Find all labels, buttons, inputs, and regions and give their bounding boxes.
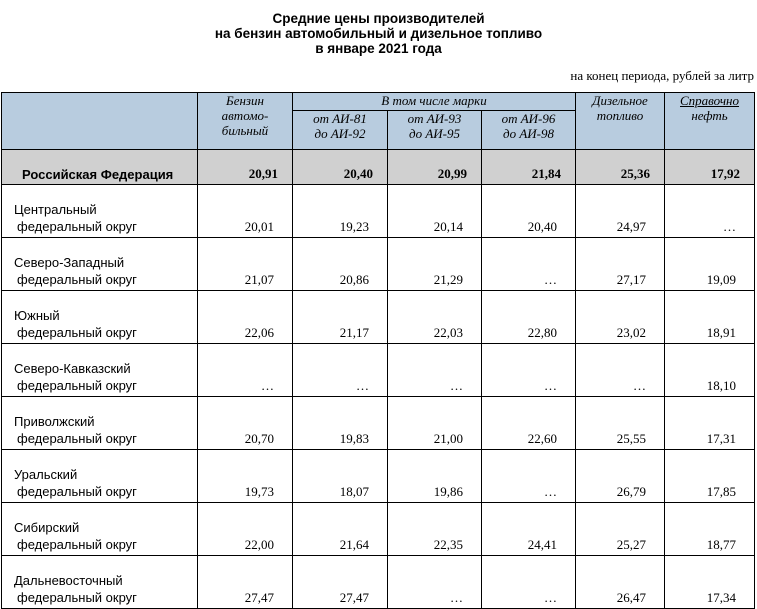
cell-oil: 19,09	[665, 238, 755, 291]
cell-ai81-92: 20,40	[293, 150, 388, 185]
diesel-header-line1: Дизельное	[592, 93, 648, 108]
cell-ai81-92: 19,23	[293, 185, 388, 238]
title-line-2: на бензин автомобильный и дизельное топливо	[214, 26, 543, 41]
prices-table	[1, 92, 755, 609]
grade-header-line1: от АИ-93	[407, 111, 462, 126]
cell-ai96-98: 20,40	[482, 185, 576, 238]
cell-diesel: 25,55	[576, 397, 665, 450]
grade-header-line2: до АИ-95	[409, 126, 460, 141]
region-name-line2: федеральный округ	[17, 431, 137, 446]
cell-ai93-95: 22,35	[388, 503, 482, 556]
region-name-line2: федеральный округ	[17, 378, 137, 393]
table-row	[2, 450, 755, 503]
cell-ai81-92: 19,83	[293, 397, 388, 450]
region-name-line2: федеральный округ	[17, 325, 137, 340]
cell-oil: …	[665, 185, 755, 238]
cell-diesel: 23,02	[576, 291, 665, 344]
region-name-line1: Центральный	[14, 202, 97, 217]
grade-header-line1: от АИ-81	[313, 111, 367, 126]
region-name	[2, 185, 198, 238]
oil-header-line2: нефть	[691, 108, 728, 123]
cell-diesel: 26,79	[576, 450, 665, 503]
cell-ai96-98: 24,41	[482, 503, 576, 556]
cell-ai96-98: …	[482, 238, 576, 291]
region-name-line2: федеральный округ	[17, 537, 137, 552]
region-name	[2, 238, 198, 291]
cell-oil: 17,31	[665, 397, 755, 450]
gasoline-header-line3: бильный	[221, 123, 269, 138]
title-line-3: в январе 2021 года	[315, 41, 442, 56]
table-row	[2, 185, 755, 238]
cell-diesel: 25,27	[576, 503, 665, 556]
cell-ai93-95: 20,99	[388, 150, 482, 185]
region-name-line1: Южный	[14, 308, 60, 323]
region-name-line2: федеральный округ	[17, 590, 137, 605]
title-line-1: Средние цены производителей	[272, 11, 485, 26]
grade-header-line2: до АИ-92	[314, 126, 366, 141]
oil-reference-header	[665, 93, 755, 150]
cell-gasoline: 20,01	[198, 185, 293, 238]
cell-oil: 17,34	[665, 556, 755, 609]
cell-diesel: 24,97	[576, 185, 665, 238]
region-name-line1: Дальневосточный	[14, 573, 123, 588]
cell-gasoline: 20,70	[198, 397, 293, 450]
cell-ai93-95: 20,14	[388, 185, 482, 238]
region-name-line2: федеральный округ	[17, 272, 137, 287]
cell-ai96-98: 21,84	[482, 150, 576, 185]
cell-ai96-98: …	[482, 344, 576, 397]
table-row	[2, 556, 755, 609]
gasoline-header-line1: Бензин	[226, 93, 264, 108]
cell-oil: 18,91	[665, 291, 755, 344]
cell-ai93-95: …	[388, 556, 482, 609]
cell-oil: 18,77	[665, 503, 755, 556]
cell-ai81-92: 18,07	[293, 450, 388, 503]
table-row	[2, 291, 755, 344]
table-row	[2, 344, 755, 397]
region-name	[2, 344, 198, 397]
cell-gasoline: 19,73	[198, 450, 293, 503]
diesel-header	[576, 93, 665, 150]
cell-ai93-95: 21,00	[388, 397, 482, 450]
cell-oil: 17,92	[665, 150, 755, 185]
region-name-line1: Приволжский	[14, 414, 95, 429]
cell-ai81-92: …	[293, 344, 388, 397]
table-row	[2, 238, 755, 291]
region-name-line2: федеральный округ	[17, 219, 137, 234]
grade-header-ai93-95	[388, 111, 482, 150]
cell-gasoline: 27,47	[198, 556, 293, 609]
cell-ai81-92: 27,47	[293, 556, 388, 609]
cell-ai96-98: …	[482, 450, 576, 503]
cell-diesel: 27,17	[576, 238, 665, 291]
gasoline-header	[198, 93, 293, 150]
region-name-line1: Северо-Кавказский	[14, 361, 131, 376]
cell-ai96-98: 22,80	[482, 291, 576, 344]
region-name	[2, 397, 198, 450]
cell-oil: 17,85	[665, 450, 755, 503]
region-header-cell	[2, 93, 198, 150]
region-name	[2, 450, 198, 503]
table-row	[2, 397, 755, 450]
cell-ai96-98: …	[482, 556, 576, 609]
cell-ai93-95: 19,86	[388, 450, 482, 503]
cell-ai81-92: 21,17	[293, 291, 388, 344]
grade-header-line1: от АИ-96	[501, 111, 556, 126]
grade-header-ai81-92	[293, 111, 388, 150]
region-name-line1: Северо-Западный	[14, 255, 125, 270]
oil-header-line1: Справочно	[680, 93, 739, 108]
cell-ai93-95: 21,29	[388, 238, 482, 291]
gasoline-header-line2: автомо-	[221, 108, 269, 123]
cell-gasoline: 20,91	[198, 150, 293, 185]
table-row	[2, 503, 755, 556]
cell-oil: 18,10	[665, 344, 755, 397]
federation-name: Российская Федерация	[2, 150, 198, 185]
cell-gasoline: 22,06	[198, 291, 293, 344]
grades-group-header: В том числе марки	[293, 93, 576, 111]
cell-diesel: 25,36	[576, 150, 665, 185]
cell-ai93-95: 22,03	[388, 291, 482, 344]
cell-gasoline: 21,07	[198, 238, 293, 291]
cell-ai93-95: …	[388, 344, 482, 397]
region-name-line1: Сибирский	[14, 520, 80, 535]
region-name-line1: Уральский	[14, 467, 78, 482]
cell-gasoline: 22,00	[198, 503, 293, 556]
region-name	[2, 556, 198, 609]
diesel-header-line2: топливо	[596, 108, 644, 123]
region-name-line2: федеральный округ	[17, 484, 137, 499]
table-row-federation	[2, 150, 755, 185]
document-title	[0, 11, 757, 56]
units-note: на конец периода, рублей за литр	[570, 68, 754, 83]
cell-diesel: 26,47	[576, 556, 665, 609]
cell-gasoline: …	[198, 344, 293, 397]
grade-header-ai96-98	[482, 111, 576, 150]
cell-diesel: …	[576, 344, 665, 397]
cell-ai81-92: 21,64	[293, 503, 388, 556]
grade-header-line2: до АИ-98	[503, 126, 554, 141]
cell-ai96-98: 22,60	[482, 397, 576, 450]
region-name	[2, 503, 198, 556]
region-name	[2, 291, 198, 344]
cell-ai81-92: 20,86	[293, 238, 388, 291]
